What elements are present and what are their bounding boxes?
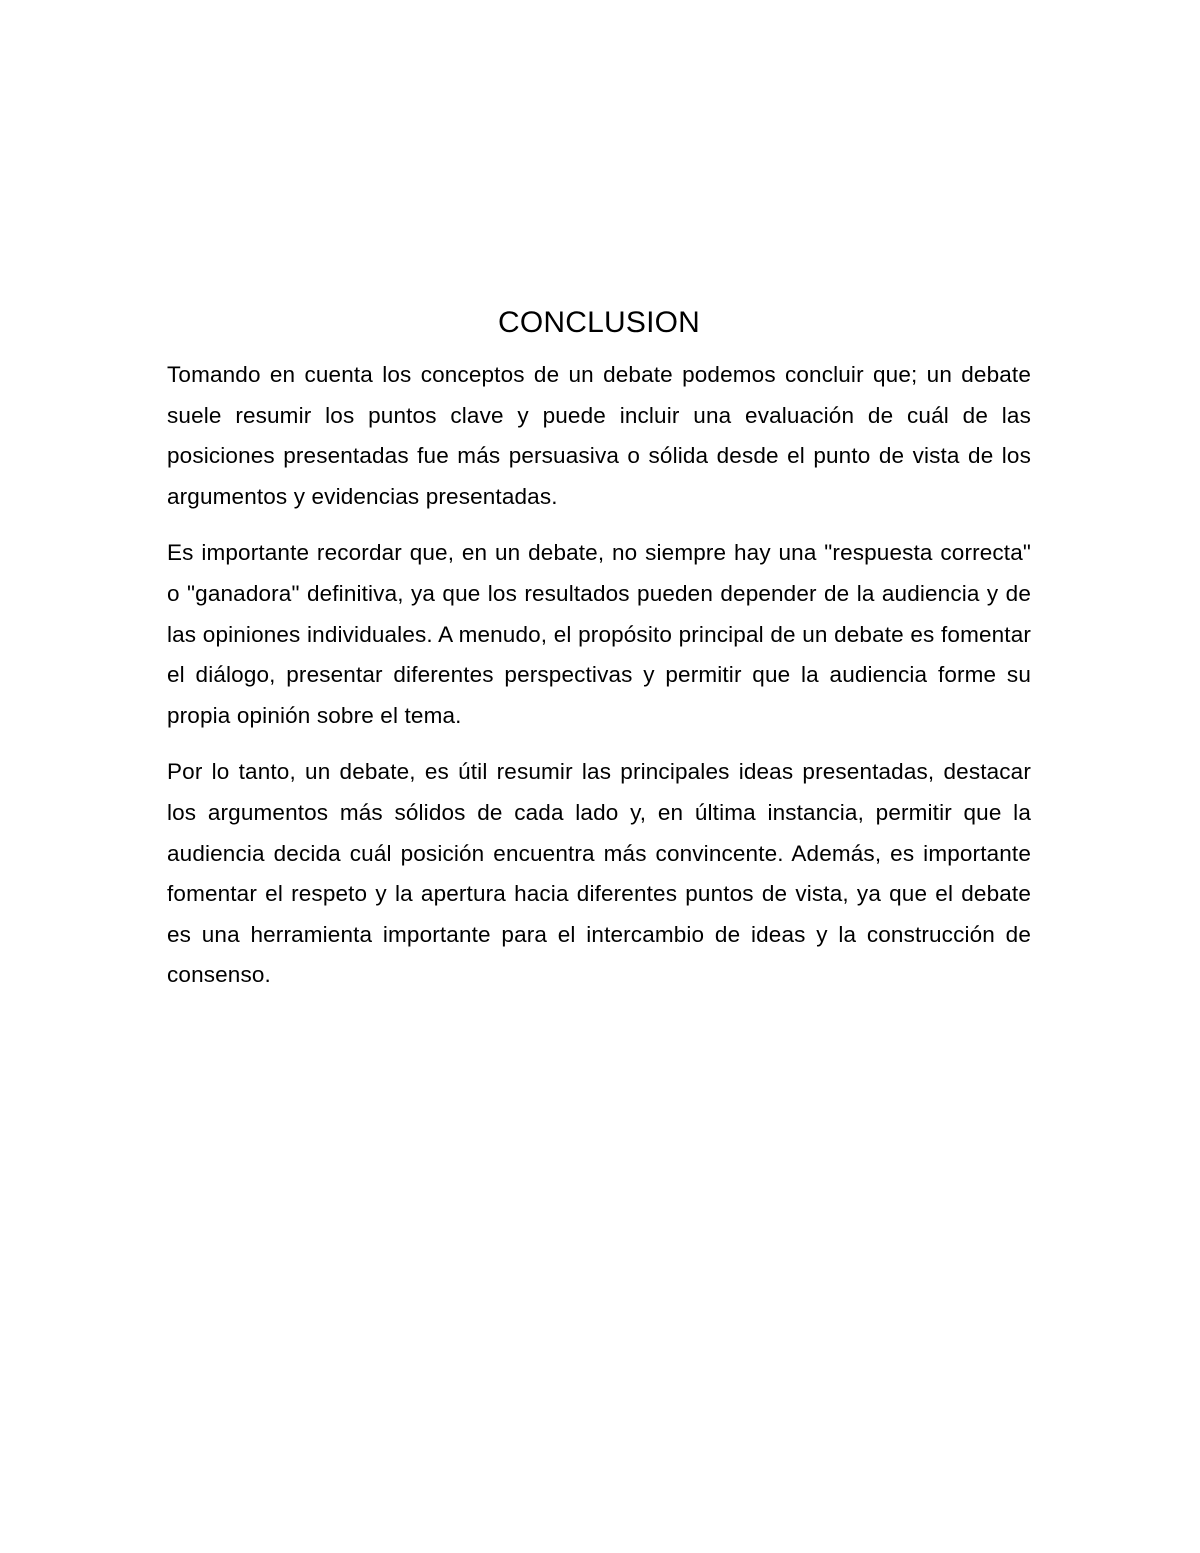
paragraph-2: Es importante recordar que, en un debate, no siempre hay una "respuesta correcta" o "ganadora" definitiva, ya que los resultados pueden depender de la audiencia y de las opiniones individuales. A menudo, el propósito principal de un debate es fomentar el diálogo, presentar diferentes perspectivas y permitir que la audiencia forme su propia opinión sobre el tema. [167,540,1031,728]
document-body [167,300,1031,1012]
paragraph-1: Tomando en cuenta los conceptos de un debate podemos concluir que; un debate suele resumir los puntos clave y puede incluir una evaluación de cuál de las posiciones presentadas fue más persuasiva o sólida desde el punto de vista de los argumentos y evidencias presentadas. [167,362,1031,509]
paragraph-3: Por lo tanto, un debate, es útil resumir las principales ideas presentadas, destacar los argumentos más sólidos de cada lado y, en última instancia, permitir que la audiencia decida cuál posición encuentra más convincente. Además, es importante fomentar el respeto y la apertura hacia diferentes puntos de vista, ya que el debate es una herramienta importante para el intercambio de ideas y la construcción de consenso. [167,759,1031,988]
page-title: CONCLUSION [497,306,701,339]
